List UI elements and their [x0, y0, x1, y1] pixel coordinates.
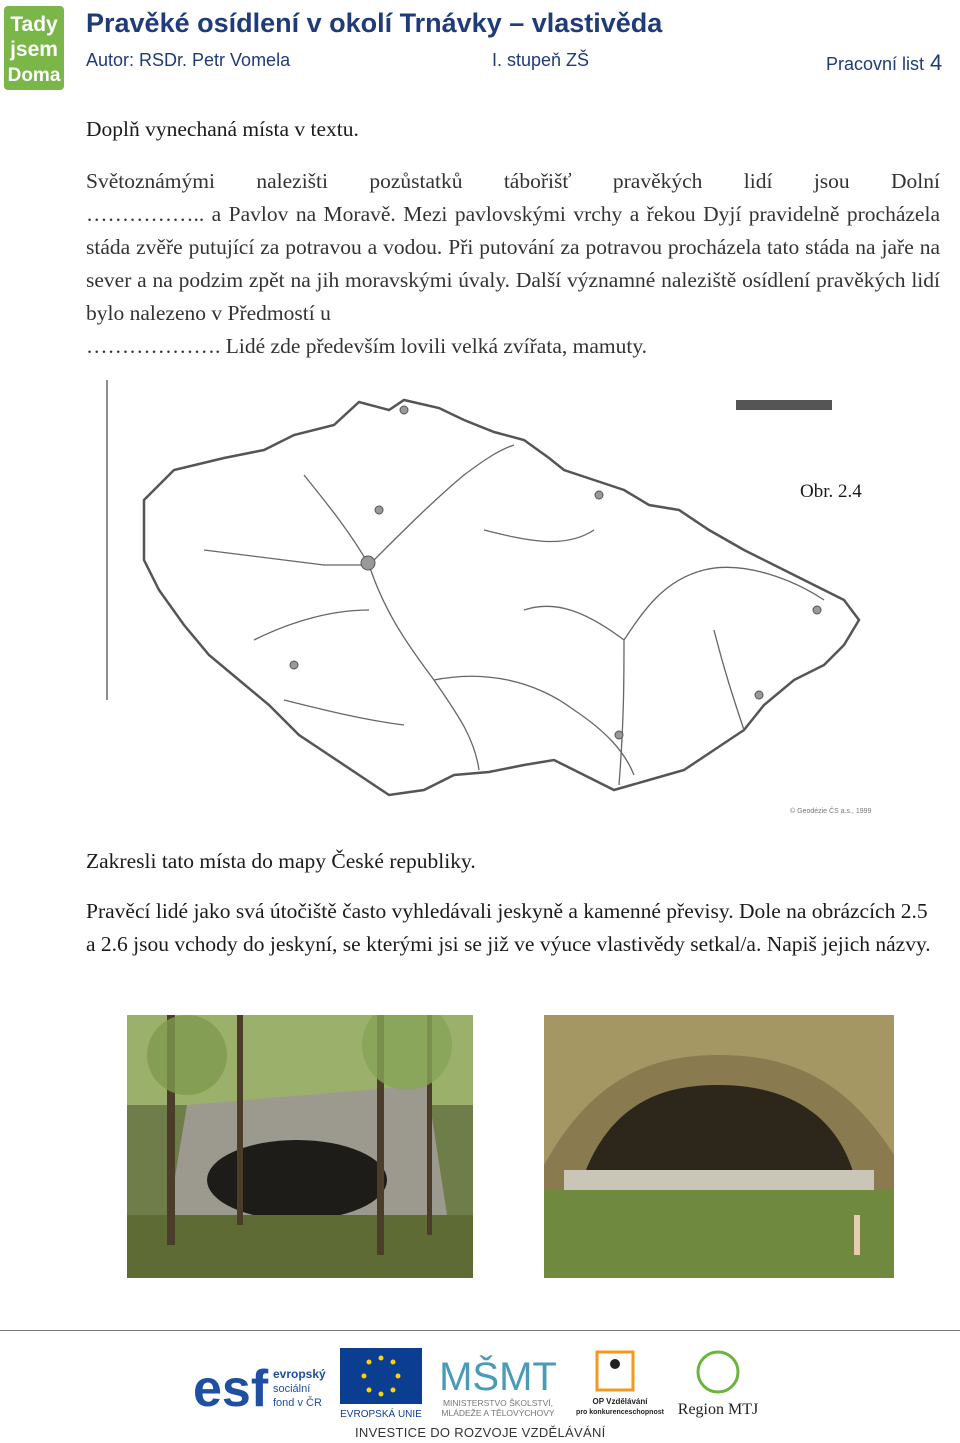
mtj-text: Region MTJ — [677, 1401, 759, 1418]
op-text-1: OP Vzdělávání — [592, 1397, 648, 1406]
worksheet-label — [826, 50, 942, 76]
school-level: I. stupeň ZŠ — [492, 50, 590, 70]
text-line-2: …………….. a Pavlov na Moravě. Mezi pavlovskými vrchy a řekou Dyjí pravidelně procházela stáda zvěře putující za potravou a vodou. Při putování za potravou procházela tato stáda na jaře na sever a na podzim zpět na jih moravskými úvaly. Další významné naleziště osídlení pravěkých lidí bylo nalezeno v Předmostí u — [86, 202, 940, 325]
map-caption: Obr. 2.4 — [800, 481, 862, 502]
esf-text-2: sociální — [273, 1383, 311, 1395]
esf-text-3: fond v ČR — [273, 1397, 322, 1409]
footer-slogan: INVESTICE DO ROZVOJE VZDĚLÁVÁNÍ — [355, 1425, 606, 1440]
op-vzdelavani-logo — [575, 1350, 665, 1422]
cave-photo-forest — [127, 1015, 473, 1278]
cave-instruction: Pravěcí lidé jako svá útočiště často vyhledávali jeskyně a kamenné převisy. Dole na obrázcích 2.5 a 2.6 jsou vchody do jeskyní, se kterými jsi se již ve výuce vlastivědy setkal/a. Napiš jejich názvy. — [86, 899, 931, 956]
logo-word-2: jsem — [10, 38, 58, 61]
esf-logo — [193, 1348, 333, 1420]
eu-flag-logo — [340, 1348, 422, 1420]
svg-text:MŠMT: MŠMT — [439, 1355, 557, 1399]
msmt-text-1: MINISTERSTVO ŠKOLSTVÍ, — [442, 1398, 554, 1408]
worksheet-number: 4 — [930, 50, 943, 75]
author: Autor: RSDr. Petr Vomela — [86, 50, 291, 70]
esf-text-1: evropský — [273, 1367, 326, 1381]
text-line-3: ………………. Lidé zde především lovili velká zvířata, mamuty. — [86, 334, 648, 358]
region-mtj-logo — [670, 1348, 770, 1420]
logo-word-1: Tady — [10, 13, 58, 36]
op-text-2: pro konkurenceschopnost — [576, 1409, 664, 1416]
fill-in-instruction: Doplň vynechaná místa v textu. — [86, 117, 359, 141]
svg-text:esf: esf — [193, 1360, 269, 1418]
document-title: Pravěké osídlení v okolí Trnávky – vlastivěda — [86, 8, 663, 38]
map-copyright: © Geodézie ČS a.s., 1999 — [790, 808, 872, 815]
eu-text: EVROPSKÁ UNIE — [340, 1409, 422, 1420]
czech-republic-map — [104, 380, 890, 840]
fill-in-text — [86, 165, 940, 363]
footer-divider — [0, 1330, 960, 1331]
text-line-1: Světoznámými nalezišti pozůstatků tábořišť pravěkých lidí jsou Dolní — [86, 169, 940, 193]
msmt-logo — [428, 1350, 568, 1422]
logo-word-3: Doma — [7, 65, 61, 86]
worksheet-label-text: Pracovní list — [826, 54, 925, 74]
msmt-text-2: MLÁDEŽE A TĚLOVÝCHOVY — [441, 1408, 555, 1418]
map-instruction: Zakresli tato místa do mapy České republiky. — [86, 849, 476, 873]
tady-jsem-doma-logo — [4, 6, 64, 90]
cave-photo-large-entrance — [544, 1015, 894, 1278]
map-drawing — [104, 380, 890, 840]
